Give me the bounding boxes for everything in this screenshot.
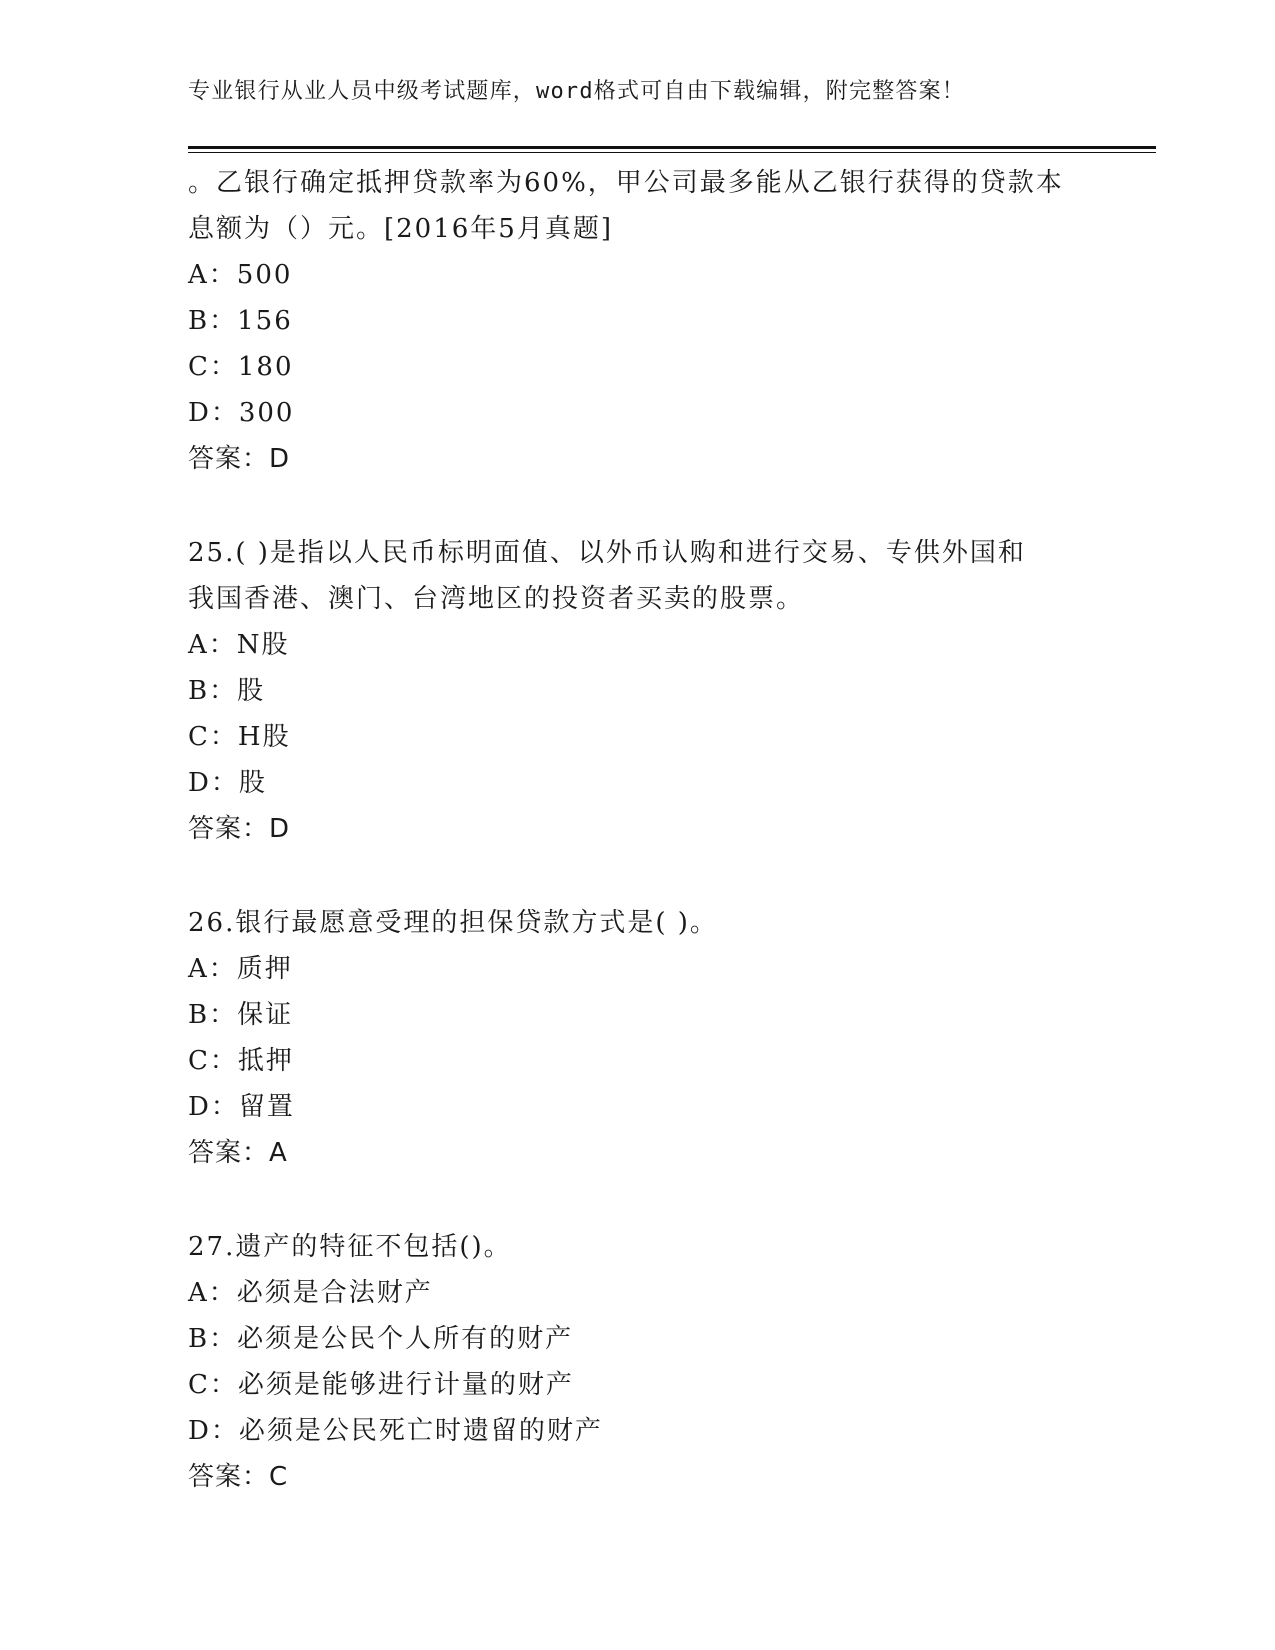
question-continued [188, 160, 1088, 482]
page-header: 专业银行从业人员中级考试题库，word格式可自由下载编辑，附完整答案！ [188, 79, 965, 104]
answer-line: 答案：A [188, 1138, 288, 1168]
question-text-line: 息额为（）元。[2016年5月真题] [188, 214, 613, 244]
question-26 [188, 900, 1088, 1176]
header-divider-thick [188, 146, 1156, 149]
option-b: B：必须是公民个人所有的财产 [188, 1324, 574, 1354]
answer-line: 答案：C [188, 1462, 289, 1492]
option-c: C：H股 [188, 722, 291, 752]
answer-line: 答案：D [188, 444, 291, 474]
question-25 [188, 530, 1088, 852]
option-a: A：500 [188, 260, 293, 290]
question-text-line: 。乙银行确定抵押贷款率为60%，甲公司最多能从乙银行获得的贷款本 [188, 168, 1064, 198]
option-c: C：180 [188, 352, 294, 382]
option-a: A：质押 [188, 954, 293, 984]
option-d: D：股 [188, 768, 267, 798]
question-list [188, 160, 1088, 1548]
question-text-line: 27.遗产的特征不包括()。 [188, 1232, 512, 1262]
option-b: B：股 [188, 676, 266, 706]
question-text-line: 26.银行最愿意受理的担保贷款方式是( )。 [188, 908, 718, 938]
option-b: B：保证 [188, 1000, 294, 1030]
question-27 [188, 1224, 1088, 1500]
option-c: C：必须是能够进行计量的财产 [188, 1370, 574, 1400]
option-d: D：300 [188, 398, 295, 428]
option-a: A：N股 [188, 630, 290, 660]
header-divider-thin [188, 152, 1156, 153]
question-text-line: 25.( )是指以人民币标明面值、以外币认购和进行交易、专供外国和 [188, 538, 1026, 568]
answer-line: 答案：D [188, 814, 291, 844]
question-text-line: 我国香港、澳门、台湾地区的投资者买卖的股票。 [188, 584, 805, 614]
option-a: A：必须是合法财产 [188, 1278, 433, 1308]
option-d: D：留置 [188, 1092, 295, 1122]
option-d: D：必须是公民死亡时遗留的财产 [188, 1416, 603, 1446]
option-c: C：抵押 [188, 1046, 294, 1076]
option-b: B：156 [188, 306, 293, 336]
